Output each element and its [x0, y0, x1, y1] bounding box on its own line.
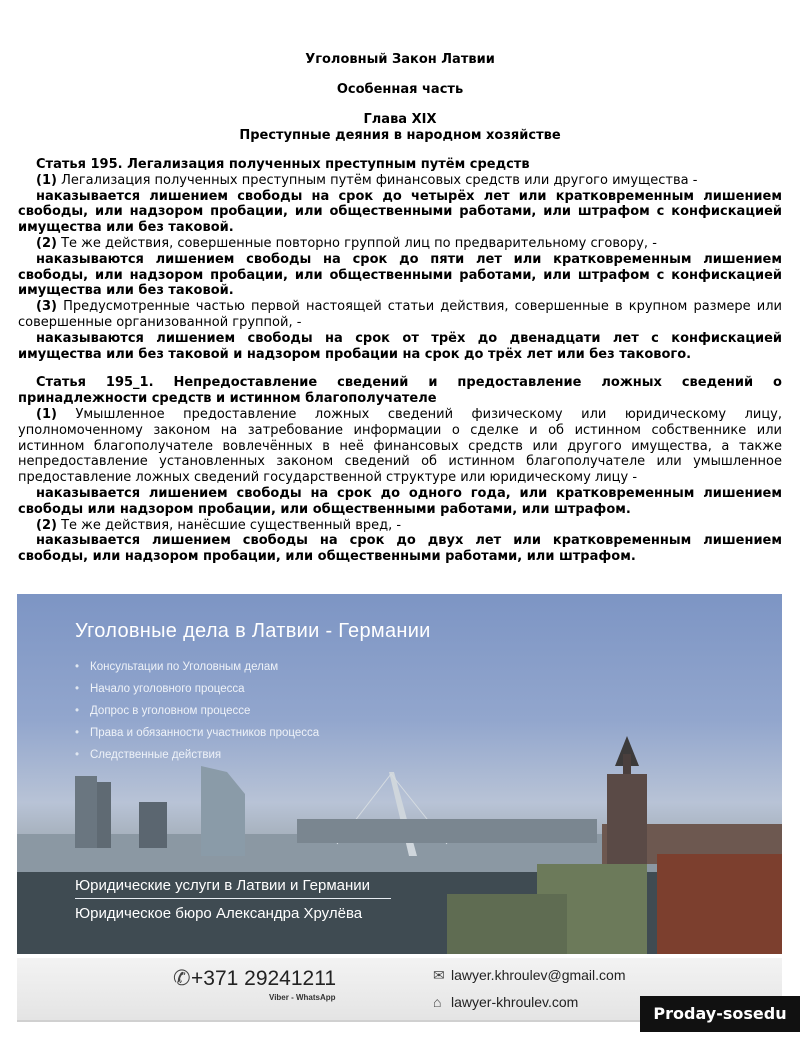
- paragraph-text: Те же действия, совершенные повторно группой лиц по предварительному сговору, -: [56, 235, 657, 251]
- article-title: Статья 195. Легализация полученных преступным путём средств: [36, 157, 530, 172]
- watermark: Proday-sosedu: [640, 996, 800, 1032]
- paragraph: [18, 299, 782, 331]
- paragraph: [18, 173, 782, 189]
- phone-number[interactable]: [173, 966, 336, 991]
- firm-name: Юридическое бюро Александра Хрулёва: [75, 905, 363, 922]
- website-text: lawyer-khroulev.com: [451, 994, 579, 1010]
- article-195-1: [18, 375, 782, 565]
- services-list: [75, 656, 319, 766]
- paragraph: [18, 407, 782, 486]
- paragraph-number: (1): [36, 406, 57, 422]
- list-item: • Допрос в уголовном процессе: [75, 700, 319, 722]
- phone-text: +371 29241211: [191, 967, 337, 990]
- penalty-text: наказывается лишением свободы на срок до одного года, или кратковременным лишением свободы или надзором пробации, или общественными работами, или штрафом.: [18, 485, 782, 517]
- email-link[interactable]: [433, 967, 626, 984]
- law-title: Уголовный Закон Латвии: [305, 52, 495, 67]
- paragraph-text: Предусмотренные частью первой настоящей статьи действия, совершенные в крупном размере или совершенные организованной группой, -: [18, 299, 782, 330]
- paragraph-number: (3): [36, 299, 57, 315]
- home-icon: ⌂: [433, 994, 442, 1010]
- city-skyline-image: [17, 594, 782, 954]
- part-heading: Особенная часть: [336, 82, 464, 97]
- paragraph-text: Легализация полученных преступным путём финансовых средств или другого имущества -: [56, 172, 698, 188]
- penalty-text: наказываются лишением свободы на срок до пяти лет или кратковременным лишением свободы, или надзором пробации, или общественными работами, или штрафом с конфискацией имущества или без таковой.: [18, 251, 782, 299]
- chapter-number: Глава XIX: [363, 112, 437, 127]
- paragraph-number: (1): [36, 172, 57, 188]
- banner-subtitle: Юридические услуги в Латвии и Германии: [75, 877, 371, 894]
- paragraph-text: Те же действия, нанёсшие существенный вред, -: [56, 517, 402, 533]
- phone-icon: ✆: [173, 967, 191, 990]
- divider: [75, 898, 391, 899]
- paragraph-number: (2): [36, 235, 57, 251]
- list-item: • Консультации по Уголовным делам: [75, 656, 319, 678]
- paragraph: [18, 236, 782, 252]
- list-item: • Права и обязанности участников процесса: [75, 722, 319, 744]
- advert-banner[interactable]: [17, 594, 782, 954]
- paragraph-text: Умышленное предоставление ложных сведений физическому или юридическому лицу, уполномоченному законом на затребование информации о сделке и об истинном собственнике или истинном благополучателе вовлечённых в неё финансовых средств или другого имущества, а также непредоставление установленных законом сведений об истинном благополучателе или умышленное предоставление ложных сведений государственной структуре или юридическому лицу -: [18, 406, 782, 486]
- list-item: • Следственные действия: [75, 744, 319, 766]
- paragraph: [18, 518, 782, 534]
- phone-note: Viber - WhatsApp: [269, 993, 336, 1002]
- paragraph-number: (2): [36, 517, 57, 533]
- penalty-text: наказывается лишением свободы на срок до двух лет или кратковременным лишением свободы, или надзором пробации, или общественными работами, или штрафом.: [18, 533, 782, 565]
- chapter-heading: [18, 112, 782, 144]
- email-text: lawyer.khroulev@gmail.com: [451, 967, 626, 983]
- document-body: [18, 52, 782, 565]
- penalty-text: наказывается лишением свободы на срок до четырёх лет или кратковременным лишением свободы, или надзором пробации, или общественными работами, или штрафом с конфискацией имущества или без таковой.: [18, 188, 782, 236]
- website-link[interactable]: [433, 994, 578, 1010]
- list-item: • Начало уголовного процесса: [75, 678, 319, 700]
- penalty-text: наказываются лишением свободы на срок от трёх до двенадцати лет с конфискацией имущества или без таковой и надзором пробации на срок до трёх лет или без такового.: [18, 330, 782, 362]
- article-195: [18, 157, 782, 362]
- envelope-icon: ✉: [433, 967, 445, 983]
- chapter-title: Преступные деяния в народном хозяйстве: [239, 128, 561, 143]
- article-title: Статья 195_1. Непредоставление сведений и предоставление ложных сведений о принадлежности средств и истинном благополучателе: [18, 375, 782, 407]
- banner-title: Уголовные дела в Латвии - Германии: [75, 620, 431, 642]
